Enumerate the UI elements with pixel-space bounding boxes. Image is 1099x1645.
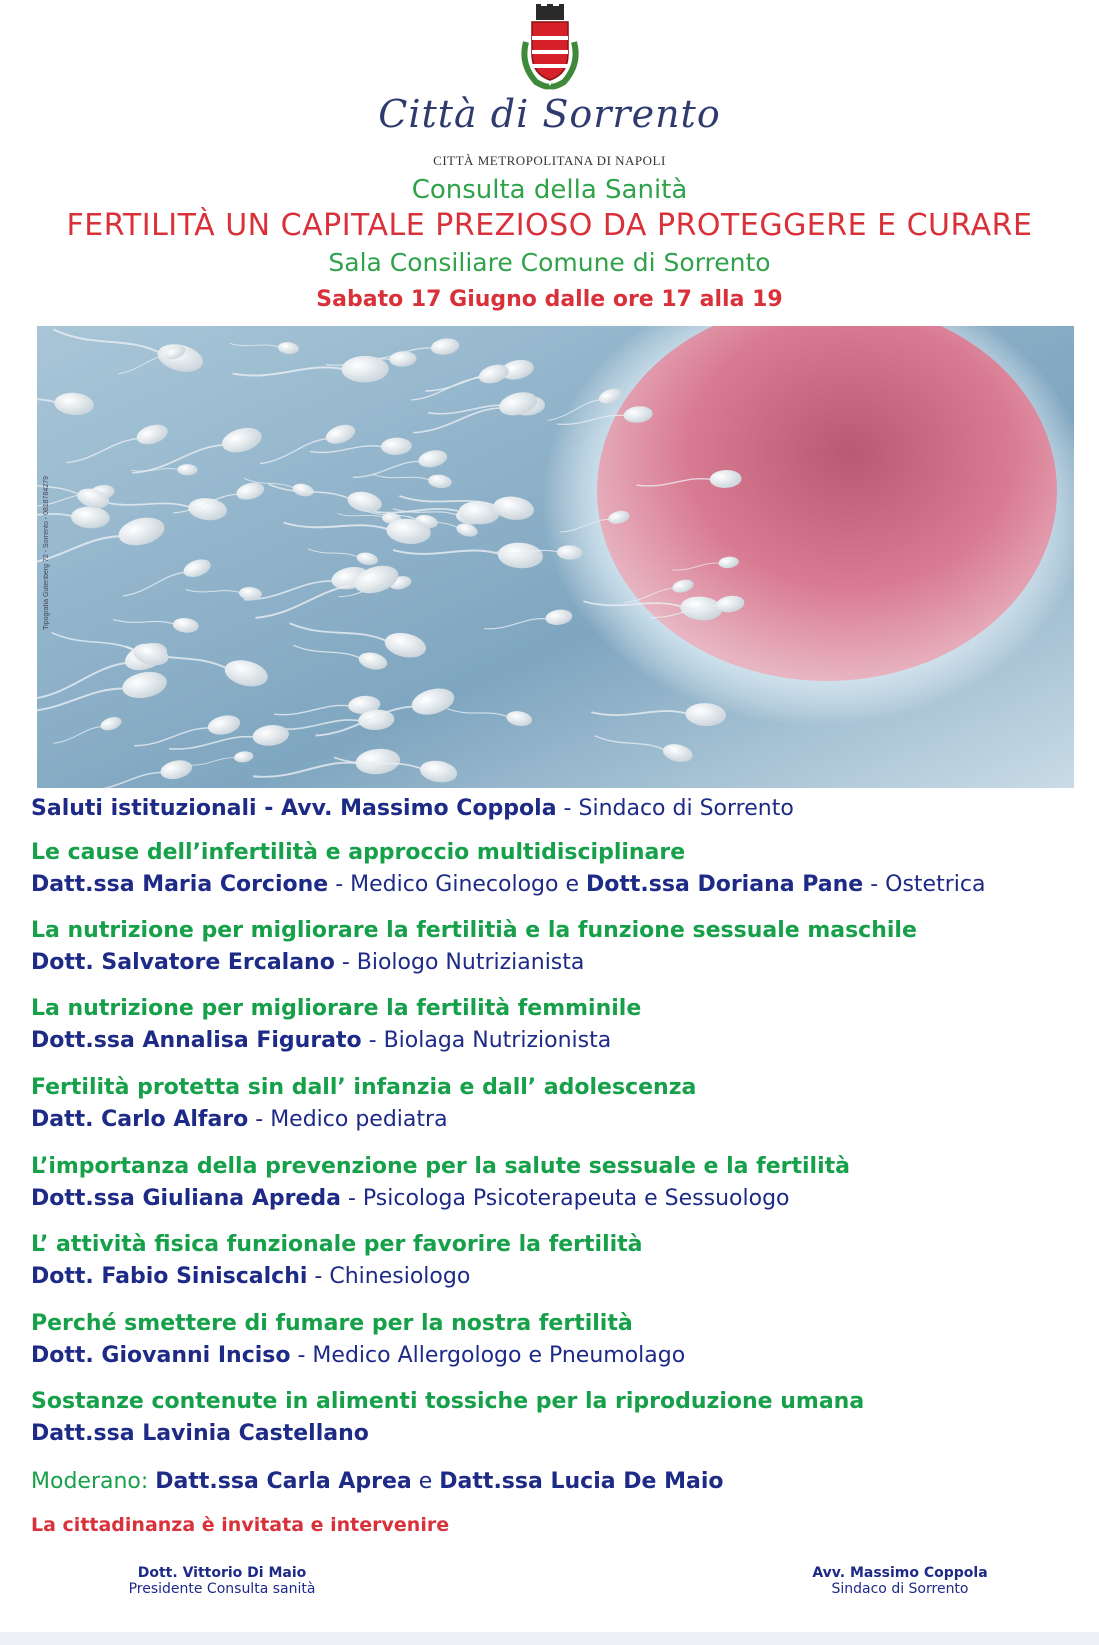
speaker-1-name: Datt.ssa Maria Corcione (31, 872, 329, 897)
speaker-3-name: Dott.ssa Annalisa Figurato (31, 1028, 362, 1053)
speaker-4 (31, 1107, 1081, 1132)
topic-7: Perché smettere di fumare per la nostra fertilità (31, 1311, 633, 1336)
event-datetime: Sabato 17 Giugno dalle ore 17 alla 19 (316, 287, 783, 312)
speaker-3 (31, 1028, 1081, 1053)
moderator-2: Datt.ssa Lucia De Maio (439, 1469, 724, 1494)
consulta-heading: Consulta della Sanità (411, 175, 688, 205)
speaker-1 (31, 872, 1081, 897)
speaker-3-role: - Biolaga Nutrizionista (361, 1028, 612, 1053)
signature-left-title: Presidente Consulta sanità (128, 1581, 316, 1597)
city-name: Città di Sorrento (378, 92, 721, 136)
speaker-4-role: - Medico pediatra (248, 1107, 448, 1132)
invite-line: La cittadinanza è invitata e intervenire (31, 1514, 450, 1536)
speaker-4-name: Datt. Carlo Alfaro (31, 1107, 249, 1132)
topic-4: Fertilità protetta sin dall’ infanzia e dall’ adolescenza (31, 1075, 697, 1100)
topic-6: L’ attività fisica funzionale per favorire la fertilità (31, 1232, 643, 1257)
topic-2: La nutrizione per migliorare la fertilitià e la funzione sessuale maschile (31, 918, 917, 943)
moderator-1: Datt.ssa Carla Aprea (155, 1469, 412, 1494)
greeting-line (31, 796, 1081, 821)
speaker-7 (31, 1343, 1081, 1368)
greeting-speaker: Avv. Massimo Coppola (280, 796, 557, 821)
speaker-8 (31, 1421, 1081, 1446)
city-subtitle: CITTÀ METROPOLITANA DI NAPOLI (433, 153, 666, 168)
speaker-6-name: Dott. Fabio Siniscalchi (31, 1264, 308, 1289)
bottom-bar (0, 1632, 1099, 1645)
speaker-5-role: - Psicologa Psicoterapeuta e Sessuologo (340, 1186, 790, 1211)
speaker-5 (31, 1186, 1081, 1211)
topic-1: Le cause dell’infertilità e approccio multidisciplinare (31, 840, 686, 865)
speaker-1b-name: Dott.ssa Doriana Pane (586, 872, 864, 897)
event-title: FERTILITÀ UN CAPITALE PREZIOSO DA PROTEGGERE E CURARE (66, 208, 1033, 243)
greeting-role: - Sindaco di Sorrento (556, 796, 794, 821)
speaker-1b-role: - Ostetrica (863, 872, 986, 897)
sperm-egg-illustration (37, 326, 1074, 788)
speaker-1-role: - Medico Ginecologo e (328, 872, 586, 897)
speaker-5-name: Dott.ssa Giuliana Apreda (31, 1186, 341, 1211)
hero-illustration (37, 326, 1074, 788)
city-crest-icon (516, 2, 584, 90)
speaker-2 (31, 950, 1081, 975)
moderators-line (31, 1469, 1081, 1494)
event-venue: Sala Consiliare Comune di Sorrento (328, 248, 771, 277)
topic-8: Sostanze contenute in alimenti tossiche per la riproduzione umana (31, 1389, 865, 1414)
speaker-6 (31, 1264, 1081, 1289)
signature-right (800, 1565, 1000, 1597)
speaker-7-role: - Medico Allergologo e Pneumolago (290, 1343, 686, 1368)
moderators-joiner: e (411, 1469, 440, 1494)
speaker-2-name: Dott. Salvatore Ercalano (31, 950, 335, 975)
topic-3: La nutrizione per migliorare la fertilità femminile (31, 996, 642, 1021)
signature-left-name: Dott. Vittorio Di Maio (137, 1565, 307, 1581)
signature-left (112, 1565, 332, 1597)
speaker-6-role: - Chinesiologo (307, 1264, 471, 1289)
speaker-7-name: Dott. Giovanni Inciso (31, 1343, 291, 1368)
signature-right-title: Sindaco di Sorrento (831, 1581, 969, 1597)
moderators-label: Moderano: (31, 1469, 156, 1494)
speaker-2-role: - Biologo Nutrizianista (334, 950, 585, 975)
greeting-topic: Saluti istituzionali - (31, 796, 281, 821)
printer-credit: Tipografia Gutenberg 72 - Sorrento - 0818784279 (43, 476, 50, 630)
speaker-8-name: Datt.ssa Lavinia Castellano (31, 1421, 369, 1446)
topic-5: L’importanza della prevenzione per la salute sessuale e la fertilità (31, 1154, 850, 1179)
signature-right-name: Avv. Massimo Coppola (812, 1565, 988, 1581)
